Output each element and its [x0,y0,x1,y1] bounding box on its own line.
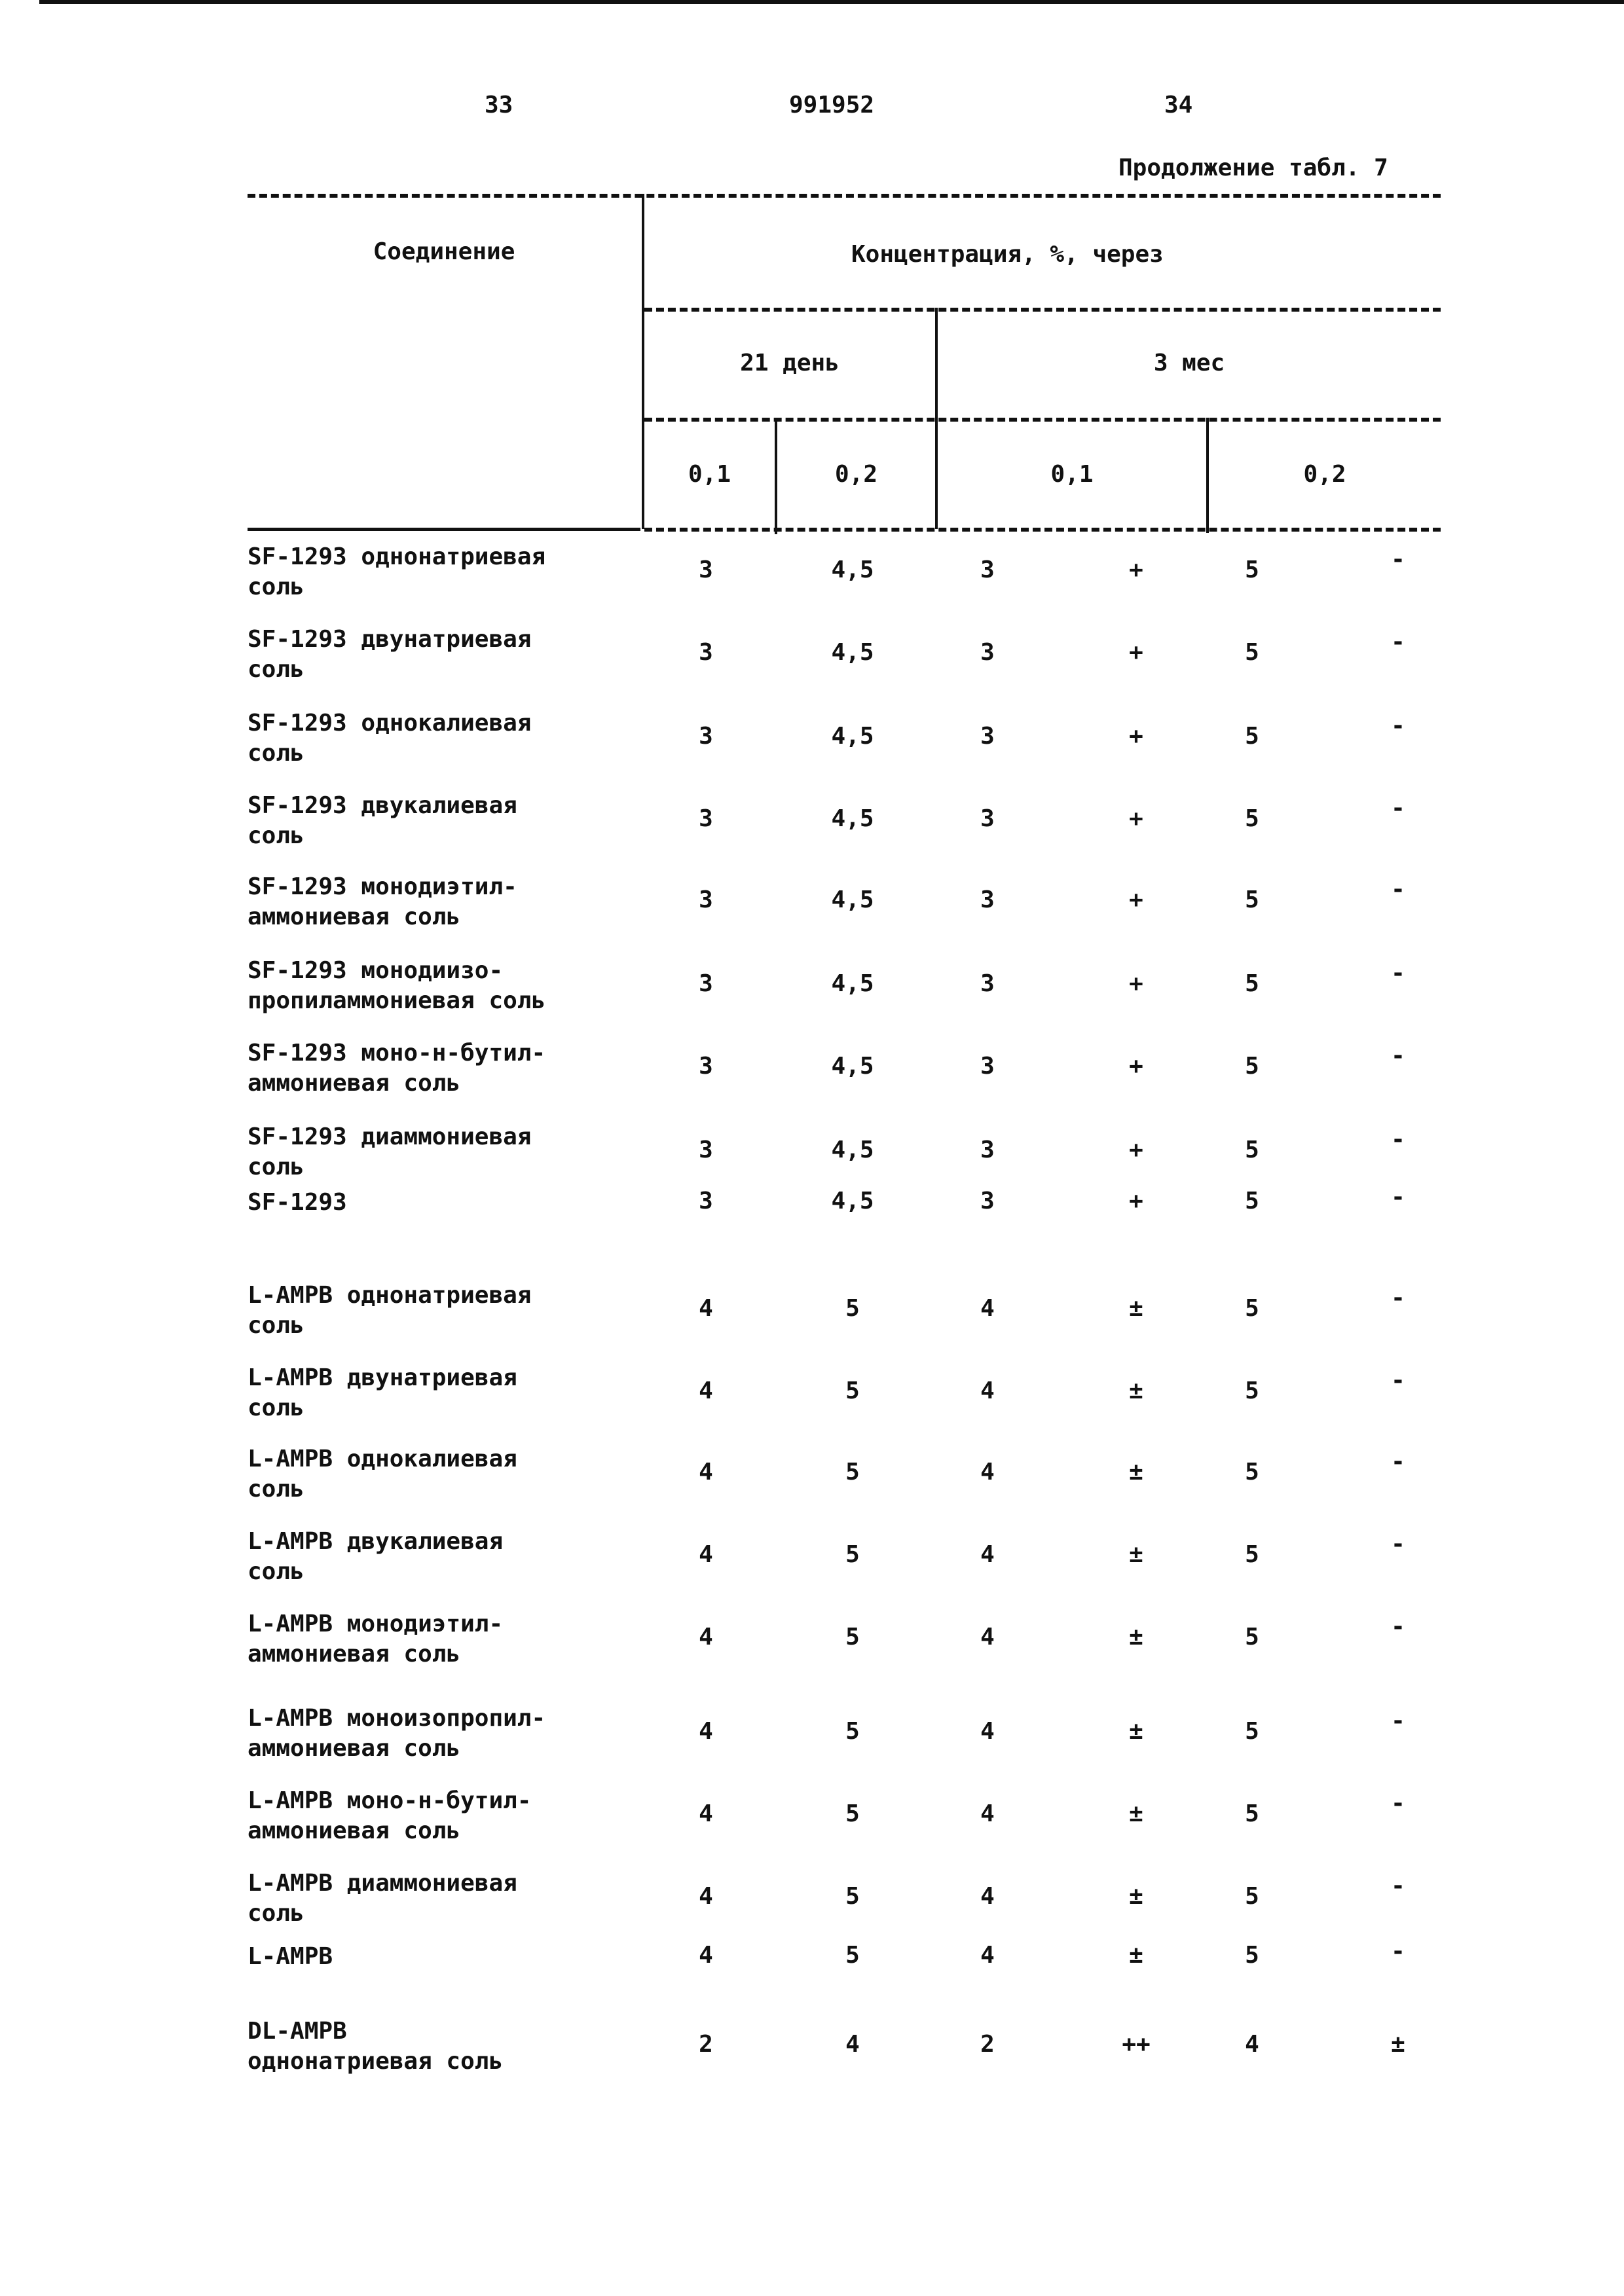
table-top-rule [248,194,1441,198]
header-compound: Соединение [248,238,640,265]
cell-d21-02: 4,5 [813,886,892,913]
cell-m3-02-sign: - [1359,546,1437,573]
cell-m3-02: 5 [1213,723,1291,750]
compound-name: L-AMPB монодиэтил- аммониевая соль [248,1609,503,1669]
concentration-rule [644,418,1441,422]
cell-m3-02-sign: - [1359,1790,1437,1817]
table-row [0,1868,1624,1941]
compound-name: SF-1293 моно-н-бутил- аммониевая соль [248,1038,545,1099]
page-number-right: 34 [1164,92,1192,118]
table-row [0,1942,1624,2014]
table-row [0,1363,1624,1435]
cell-m3-01-sign: + [1097,970,1175,997]
cell-m3-01-sign: ± [1097,1883,1175,1910]
cell-m3-01: 4 [948,1883,1027,1910]
cell-m3-02: 5 [1213,1942,1291,1969]
cell-m3-02: 5 [1213,556,1291,583]
cell-m3-01: 3 [948,1053,1027,1080]
cell-d21-02: 4,5 [813,1053,892,1080]
table-row [0,542,1624,614]
cell-m3-01-sign: ± [1097,1800,1175,1827]
compound-name: SF-1293 диаммониевая соль [248,1122,531,1182]
cell-m3-02: 5 [1213,1883,1291,1910]
cell-m3-02: 5 [1213,639,1291,666]
cell-m3-01: 3 [948,1188,1027,1214]
table-row [0,1786,1624,1858]
cell-d21-02: 4,5 [813,639,892,666]
cell-m3-02: 5 [1213,1800,1291,1827]
cell-d21-02: 5 [813,1718,892,1745]
cell-m3-01: 3 [948,723,1027,750]
cell-d21-01: 4 [667,1883,745,1910]
cell-m3-01-sign: ± [1097,1718,1175,1745]
cell-m3-02-sign: - [1359,1042,1437,1069]
cell-m3-02-sign: - [1359,1184,1437,1211]
cell-d21-01: 3 [667,639,745,666]
cell-m3-02-sign: - [1359,1367,1437,1394]
cell-m3-01: 4 [948,1459,1027,1485]
cell-d21-02: 5 [813,1942,892,1969]
cell-m3-02: 5 [1213,1624,1291,1650]
cell-m3-02: 5 [1213,1137,1291,1163]
cell-m3-01-sign: ± [1097,1942,1175,1969]
cell-d21-01: 4 [667,1459,745,1485]
cell-m3-01-sign: + [1097,723,1175,750]
cell-m3-01: 4 [948,1800,1027,1827]
cell-d21-02: 4,5 [813,1188,892,1214]
cell-m3-02-sign: - [1359,1613,1437,1640]
header-concentration: Концентрация, %, через [851,241,1164,268]
cell-d21-02: 5 [813,1800,892,1827]
compound-name: DL-AMPB однонатриевая соль [248,2016,503,2077]
cell-d21-02: 4,5 [813,970,892,997]
cell-m3-02: 4 [1213,2031,1291,2058]
cell-d21-01: 3 [667,886,745,913]
cell-m3-02-sign: - [1359,1872,1437,1899]
cell-d21-02: 4,5 [813,723,892,750]
cell-d21-01: 3 [667,805,745,832]
cell-m3-02: 5 [1213,805,1291,832]
cell-d21-02: 5 [813,1459,892,1485]
table-row [0,1704,1624,1776]
compound-name: L-AMPB однокалиевая соль [248,1444,517,1504]
compound-name: SF-1293 [248,1188,347,1218]
cell-m3-01-sign: ± [1097,1295,1175,1322]
cell-m3-02: 5 [1213,1718,1291,1745]
cell-m3-01-sign: + [1097,639,1175,666]
compound-name: SF-1293 двунатриевая соль [248,625,531,685]
cell-d21-01: 3 [667,1053,745,1080]
cell-m3-01-sign: + [1097,1053,1175,1080]
cell-d21-02: 4 [813,2031,892,2058]
cell-m3-01-sign: + [1097,1188,1175,1214]
cell-m3-02: 5 [1213,1541,1291,1568]
cell-m3-01: 2 [948,2031,1027,2058]
cell-d21-01: 4 [667,1541,745,1568]
cell-m3-02: 5 [1213,1459,1291,1485]
cell-m3-02-sign: - [1359,1531,1437,1558]
compound-name: SF-1293 монодиизо- пропиламмониевая соль [248,956,545,1016]
compound-name: L-AMPB двукалиевая соль [248,1527,503,1587]
header-sub-3m-0.2: 0,2 [1209,461,1441,488]
cell-d21-01: 4 [667,1942,745,1969]
cell-d21-02: 5 [813,1377,892,1404]
header-sub-3m-0.1: 0,1 [938,461,1206,488]
cell-d21-02: 5 [813,1295,892,1322]
compound-name: SF-1293 однокалиевая соль [248,708,531,769]
patent-number: 991952 [789,92,874,118]
cell-m3-02-sign: - [1359,876,1437,903]
cell-m3-01: 4 [948,1377,1027,1404]
compound-name: L-AMPB однонатриевая соль [248,1281,531,1341]
cell-d21-01: 3 [667,723,745,750]
cell-m3-01: 3 [948,1137,1027,1163]
cell-m3-02: 5 [1213,970,1291,997]
cell-m3-02-sign: - [1359,1938,1437,1965]
cell-m3-01: 4 [948,1295,1027,1322]
cell-m3-01-sign: + [1097,805,1175,832]
cell-m3-02: 5 [1213,1053,1291,1080]
cell-m3-01: 4 [948,1541,1027,1568]
cell-m3-02-sign: - [1359,1285,1437,1311]
header-bottom-rule-solid [248,528,640,531]
cell-m3-02-sign: - [1359,960,1437,987]
cell-m3-01-sign: ± [1097,1377,1175,1404]
cell-m3-01: 3 [948,970,1027,997]
table-row [0,1527,1624,1599]
cell-m3-01: 3 [948,556,1027,583]
cell-m3-02: 5 [1213,1377,1291,1404]
period-rule [644,308,1441,312]
cell-d21-02: 5 [813,1883,892,1910]
compound-name: L-AMPB моно-н-бутил- аммониевая соль [248,1786,531,1846]
cell-m3-01-sign: ++ [1097,2031,1175,2058]
table-row [0,708,1624,780]
page-number-left: 33 [485,92,513,118]
cell-m3-01: 4 [948,1624,1027,1650]
cell-m3-01: 3 [948,639,1027,666]
cell-d21-01: 3 [667,1137,745,1163]
cell-m3-01: 3 [948,886,1027,913]
cell-m3-02-sign: - [1359,1126,1437,1153]
cell-d21-02: 5 [813,1541,892,1568]
header-sub-21d-0.1: 0,1 [644,461,775,488]
cell-d21-01: 3 [667,970,745,997]
cell-m3-02-sign: - [1359,795,1437,822]
compound-name: SF-1293 однонатриевая соль [248,542,545,602]
table-row [0,2016,1624,2088]
cell-m3-01-sign: + [1097,886,1175,913]
cell-m3-02: 5 [1213,1295,1291,1322]
cell-m3-02-sign: - [1359,1448,1437,1475]
table-continuation-label: Продолжение табл. 7 [1118,155,1388,181]
compound-name: L-AMPB двунатриевая соль [248,1363,517,1423]
cell-m3-01: 4 [948,1718,1027,1745]
cell-d21-01: 4 [667,1377,745,1404]
table-row [0,872,1624,944]
table-row [0,1038,1624,1110]
header-period-21-days: 21 день [644,350,935,376]
cell-m3-02-sign: ± [1359,2031,1437,2058]
cell-m3-01-sign: + [1097,556,1175,583]
compound-name: SF-1293 монодиэтил- аммониевая соль [248,872,517,932]
compound-name: L-AMPB диаммониевая соль [248,1868,517,1929]
cell-d21-01: 4 [667,1624,745,1650]
cell-m3-01: 3 [948,805,1027,832]
header-period-3-months: 3 мес [938,350,1441,376]
compound-name: SF-1293 двукалиевая соль [248,791,517,851]
table-row [0,1281,1624,1353]
compound-name: L-AMPB моноизопропил- аммониевая соль [248,1704,545,1764]
cell-d21-02: 5 [813,1624,892,1650]
table-row [0,956,1624,1028]
scan-top-border [39,0,1624,4]
table-row [0,1609,1624,1681]
cell-d21-01: 3 [667,556,745,583]
cell-d21-02: 4,5 [813,556,892,583]
compound-name: L-AMPB [248,1942,333,1972]
cell-d21-01: 3 [667,1188,745,1214]
table-row [0,1188,1624,1260]
table-row [0,625,1624,697]
cell-d21-01: 4 [667,1800,745,1827]
cell-d21-01: 4 [667,1718,745,1745]
cell-m3-01: 4 [948,1942,1027,1969]
cell-m3-02: 5 [1213,1188,1291,1214]
header-bottom-rule [644,528,1441,532]
cell-m3-02-sign: - [1359,712,1437,739]
cell-m3-02-sign: - [1359,629,1437,655]
header-sub-21d-0.2: 0,2 [777,461,935,488]
cell-m3-02: 5 [1213,886,1291,913]
cell-m3-01-sign: ± [1097,1624,1175,1650]
cell-m3-01-sign: + [1097,1137,1175,1163]
cell-d21-01: 4 [667,1295,745,1322]
cell-m3-01-sign: ± [1097,1541,1175,1568]
cell-d21-01: 2 [667,2031,745,2058]
cell-m3-02-sign: - [1359,1707,1437,1734]
table-row [0,1444,1624,1516]
table-row [0,791,1624,863]
cell-d21-02: 4,5 [813,805,892,832]
cell-d21-02: 4,5 [813,1137,892,1163]
cell-m3-01-sign: ± [1097,1459,1175,1485]
